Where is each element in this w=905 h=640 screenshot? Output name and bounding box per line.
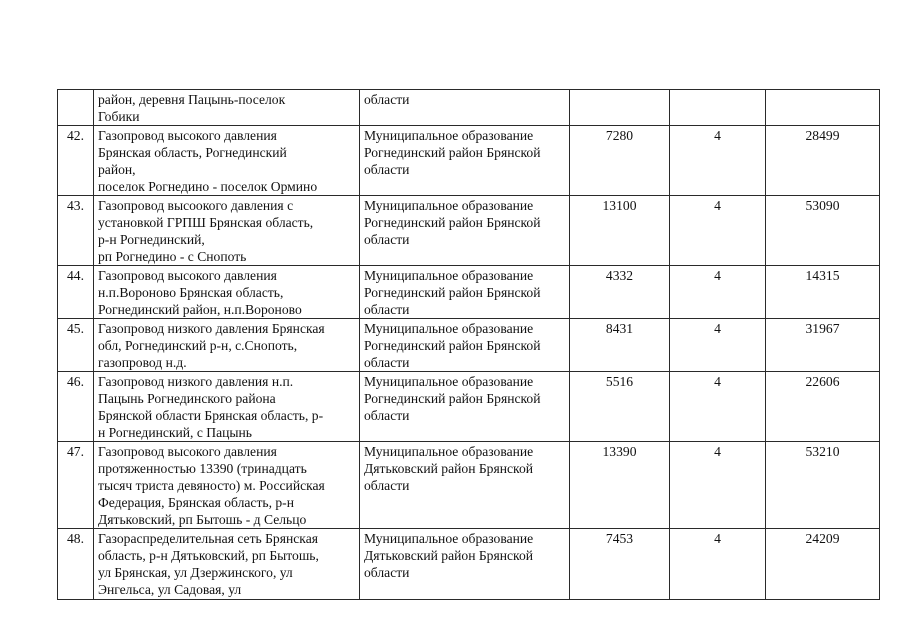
object-name-line: р-н Рогнединский, [98,232,205,247]
row-number-cell [58,90,94,126]
object-name-cell [94,266,360,319]
object-name-line: ул Брянская, ул Дзержинского, ул [98,565,293,580]
object-name-line: тысяч триста девяносто) м. Российская [98,478,325,493]
object-name-line: Газопровод высокого давления [98,444,277,459]
owner-line: области [364,232,410,247]
row-number-cell: 45. [58,319,94,372]
owner-line: области [364,92,410,107]
length-cell [570,90,670,126]
object-name-line: Гобики [98,109,140,124]
object-name-line: Газопровод высоокого давления с [98,198,294,213]
object-name-line: Брянской области Брянская область, р- [98,408,324,423]
category-cell [670,90,766,126]
owner-line: Муниципальное образование [364,321,534,336]
category-cell: 4 [670,319,766,372]
owner-line: Муниципальное образование [364,128,534,143]
owner-line: Муниципальное образование [364,198,534,213]
object-name-line: Газопровод высокого давления [98,128,277,143]
table-row [58,126,880,196]
gas-pipeline-registry-table [57,89,880,600]
object-name-line: установкой ГРПШ Брянская область, [98,215,314,230]
object-name-line: рп Рогнедино - с Снопоть [98,249,247,264]
object-name-line: Энгельса, ул Садовая, ул [98,582,242,597]
category-cell: 4 [670,372,766,442]
length-cell: 7280 [570,126,670,196]
owner-line: Муниципальное образование [364,268,534,283]
object-name-cell [94,196,360,266]
object-name-line: Газопровод высокого давления [98,268,277,283]
owner-line: Дятьковский район Брянской [364,461,534,476]
table-row [58,372,880,442]
value-cell: 28499 [766,126,880,196]
row-number-cell: 48. [58,529,94,600]
owner-line: области [364,408,410,423]
value-cell [766,90,880,126]
owner-line: Дятьковский район Брянской [364,548,534,563]
length-cell: 7453 [570,529,670,600]
object-name-line: Брянская область, Рогнединский [98,145,287,160]
value-cell: 14315 [766,266,880,319]
owner-line: Рогнединский район Брянской [364,215,541,230]
owner-line: области [364,478,410,493]
object-name-line: район, деревня Пацынь-поселок [98,92,286,107]
value-cell: 24209 [766,529,880,600]
row-number-cell: 47. [58,442,94,529]
owner-line: области [364,565,410,580]
table-row [58,266,880,319]
owner-line: Муниципальное образование [364,531,534,546]
category-cell: 4 [670,126,766,196]
table-row [58,90,880,126]
object-name-line: Пацынь Рогнединского района [98,391,276,406]
owner-cell [360,196,570,266]
owner-cell [360,372,570,442]
object-name-cell [94,442,360,529]
value-cell: 53090 [766,196,880,266]
object-name-line: область, р-н Дятьковский, рп Бытошь, [98,548,319,563]
owner-cell [360,319,570,372]
owner-line: области [364,302,410,317]
table-row [58,442,880,529]
owner-cell [360,126,570,196]
object-name-cell [94,372,360,442]
object-name-line: н.п.Вороново Брянская область, [98,285,284,300]
owner-line: Рогнединский район Брянской [364,338,541,353]
object-name-cell [94,126,360,196]
object-name-cell [94,319,360,372]
object-name-line: Газопровод низкого давления Брянская [98,321,325,336]
length-cell: 13390 [570,442,670,529]
owner-line: Рогнединский район Брянской [364,285,541,300]
object-name-line: поселок Рогнедино - поселок Ормино [98,179,318,194]
value-cell: 22606 [766,372,880,442]
category-cell: 4 [670,529,766,600]
owner-line: области [364,162,410,177]
length-cell: 5516 [570,372,670,442]
object-name-line: Газораспределительная сеть Брянская [98,531,318,546]
object-name-cell [94,90,360,126]
category-cell: 4 [670,442,766,529]
object-name-line: протяженностью 13390 (тринадцать [98,461,307,476]
object-name-line: район, [98,162,136,177]
object-name-line: Дятьковский, рп Бытошь - д Сельцо [98,512,307,527]
row-number-cell: 44. [58,266,94,319]
table-row [58,319,880,372]
owner-cell [360,90,570,126]
owner-line: Муниципальное образование [364,374,534,389]
object-name-line: Газопровод низкого давления н.п. [98,374,294,389]
category-cell: 4 [670,196,766,266]
object-name-line: н Рогнединский, с Пацынь [98,425,253,440]
length-cell: 8431 [570,319,670,372]
object-name-line: Федерация, Брянская область, р-н [98,495,294,510]
object-name-line: обл, Рогнединский р-н, с.Снопоть, [98,338,298,353]
category-cell: 4 [670,266,766,319]
owner-line: области [364,355,410,370]
row-number-cell: 46. [58,372,94,442]
length-cell: 13100 [570,196,670,266]
object-name-line: газопровод н.д. [98,355,187,370]
row-number-cell: 42. [58,126,94,196]
object-name-line: Рогнединский район, н.п.Вороново [98,302,302,317]
value-cell: 31967 [766,319,880,372]
length-cell: 4332 [570,266,670,319]
row-number-cell: 43. [58,196,94,266]
value-cell: 53210 [766,442,880,529]
owner-line: Рогнединский район Брянской [364,391,541,406]
owner-line: Рогнединский район Брянской [364,145,541,160]
owner-cell [360,529,570,600]
owner-cell [360,442,570,529]
owner-line: Муниципальное образование [364,444,534,459]
object-name-cell [94,529,360,600]
table-row [58,529,880,600]
table-row [58,196,880,266]
owner-cell [360,266,570,319]
